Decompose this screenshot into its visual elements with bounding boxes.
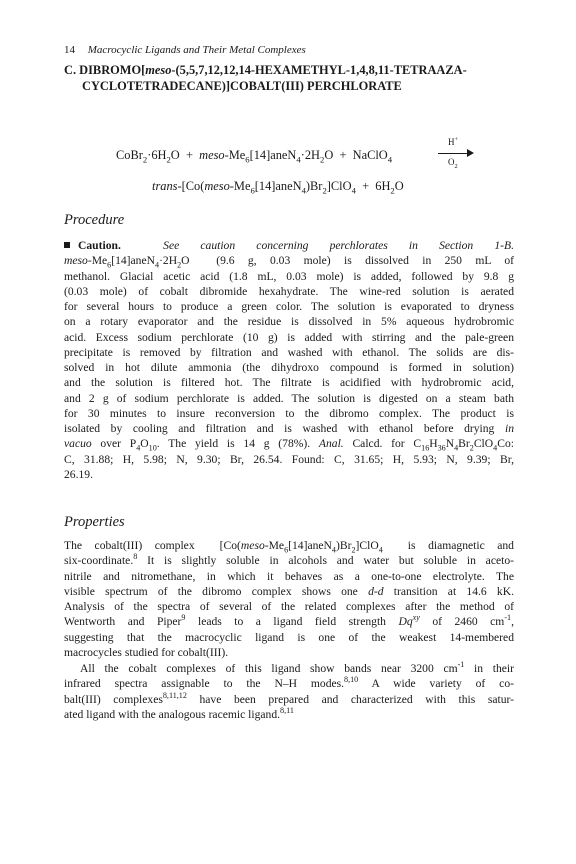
procedure-heading: Procedure (64, 212, 125, 228)
running-title: Macrocyclic Ligands and Their Metal Complexes (87, 44, 306, 56)
reaction-arrow-icon (438, 138, 474, 170)
procedure-paragraph: Caution. See caution concerning perchlorates in Section 1-B. meso-$Me_6[14]aneN_4\cdot 2H_2O$ (9.6 g, 0.03 mole) is dissolved in 250 mL of methanol. Glacial acetic acid (1.8 mL, 0.03 mole) is added, followed by 9.8 g (0.03 mole) of cobalt dibromide hexahydrate. The wine-red solution is aerated for several hours to produce a green color. The solution is evaporated to dryness on a rotary evaporator and the residue is dissolved in 5% aqueous hydrobromic acid. Excess sodium perchlorate (10 g) is added with stirring and the pale-green precipitate is removed by filtration and washed with ethanol. The solids are dis- solved in hot dilute ammonia (the dihydroxo compound is formed in solution) and the solution is filtered hot. The filtrate is acidified with hydrobromic acid, and 2 g of sodium perchlorate is added. The solution is digested on a steam bath for 30 minutes to insure reconversion to the dibromo complex. The product is isolated by cooling and filtration and is washed with ethanol before drying in vacuo over $P_4O_{10}$. The yield is 14 g (78%). Anal. Calcd. for $C_{16}H_{36}N_4Br_2ClO_4Co$: C, 31.88; H, 5.98; N, 9.30; Br, 26.54. Found: C, 31.65; H, 5.93; N, 9.39; Br, 26.19. (64, 239, 514, 481)
properties-paragraph-2: All the cobalt complexes of this ligand show bands near 3200 $cm^{-1}$ in their infrared spectra assignable to the N–H modes.$^{8,10}$ A wide variety of co- balt(III) complexes$^{8,11,12}$ have been prepared and characterized with this satur- ated ligand with the analogous racemic ligand.$^{8,11}$ (64, 660, 515, 721)
reactants: $CoBr_2\cdot 6H_2O$ + meso-$Me_6[14]aneN_4\cdot 2H_2O$ + NaClO$_4$ (116, 148, 393, 165)
page-number: 14 (64, 44, 75, 56)
section-title-line1: DIBROMO[meso-(5,5,7,12,12,14-HEXAMETHYL-1,4,8,11-TETRAAZA- (79, 63, 467, 77)
properties-paragraph-1: The cobalt(III) complex $[Co(meso-Me_6[14]aneN_4)Br_2]ClO_4$ is diamagnetic and six-coordinate.$^8$ It is slightly soluble in alcohols and water but soluble in aceto- nitrile and nitromethane, in which it behaves as a one-to-one electrolyte. The visible spectrum of the dibromo complex shows one d-d transition at 14.6 kK. Analysis of the spectra of several of the related complexes after the method of Wentworth and Piper$^9$ leads to a ligand field strength $Dq^{xy}$ of 2460 $cm^{-1}$, suggesting that the macrocyclic ligand is one of the weakest 14-membered macrocycles studied for cobalt(III). (64, 539, 514, 659)
products: trans-$[Co(meso-Me_6[14]aneN_4)Br_2]ClO_4 + 6H_2O$ (152, 179, 404, 196)
arrow-catalyst: H+ (448, 136, 459, 147)
caution-line (64, 238, 514, 253)
section-label: C. (64, 63, 77, 77)
caution-text: See caution concerning perchlorates in Section 1-B. (163, 239, 514, 252)
section-title-line2: CYCLOTETRADECANE)]COBALT(III) PERCHLORATE (82, 79, 402, 93)
running-head (64, 44, 306, 56)
properties-heading: Properties (64, 514, 125, 530)
bullet-icon (64, 242, 70, 248)
caution-label: Caution. (78, 239, 121, 252)
arrow-reagent: $O_2$ (448, 157, 458, 170)
section-title (64, 62, 534, 94)
